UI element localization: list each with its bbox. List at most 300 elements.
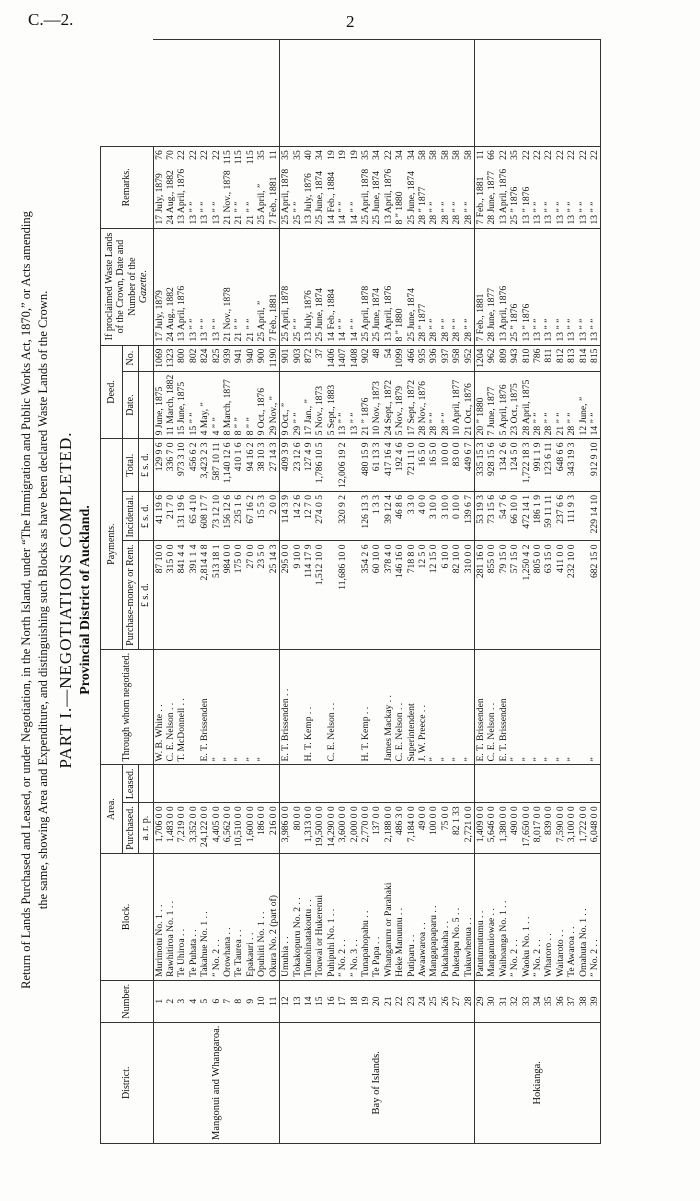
remarks-cell bbox=[451, 40, 462, 147]
col-total: Total. bbox=[123, 439, 138, 492]
table-row bbox=[589, 40, 601, 1144]
incidental: 237 6 6 bbox=[555, 491, 566, 540]
gazette-date: 13 April, 1876 bbox=[176, 228, 187, 345]
incidental: 3 10 0 bbox=[428, 491, 439, 540]
row-number: 8 bbox=[233, 980, 244, 1022]
col-payments: Payments. bbox=[101, 439, 123, 649]
deed-date: 24 Sept., 1872 bbox=[383, 371, 394, 439]
area-purchased: 2,770 0 0 bbox=[360, 803, 371, 854]
gazette-number: 35 bbox=[256, 150, 268, 160]
incidental: 46 8 6 bbox=[394, 491, 405, 540]
gazette-number: 76 bbox=[153, 150, 165, 160]
area-leased bbox=[176, 765, 187, 803]
gazette-number: 11 bbox=[267, 150, 279, 160]
remarks-cell bbox=[199, 40, 210, 147]
deed-date: 13 ” ” bbox=[349, 371, 360, 439]
area-leased bbox=[303, 765, 314, 803]
area-purchased: 7,219 0 0 bbox=[176, 803, 187, 854]
total: 127 4 9 bbox=[303, 439, 314, 492]
total bbox=[578, 439, 589, 492]
gazette-date: 25 June, 1874 bbox=[406, 228, 417, 345]
gazette-cell bbox=[165, 147, 176, 228]
incidental: 111 9 3 bbox=[566, 491, 577, 540]
purchase-money: 411 0 0 bbox=[555, 541, 566, 649]
row-number: 35 bbox=[543, 980, 554, 1022]
area-purchased: 17,650 0 0 bbox=[521, 803, 532, 854]
negotiator bbox=[188, 649, 199, 765]
deed-number: 1323 bbox=[165, 345, 176, 371]
incidental: 0 10 0 bbox=[451, 491, 462, 540]
gazette-cell bbox=[394, 147, 405, 228]
purchase-money bbox=[349, 541, 360, 649]
gazette-cell bbox=[428, 147, 439, 228]
gazette-date: 25 April, 1878 bbox=[360, 228, 371, 345]
area-purchased: 2,000 0 0 bbox=[349, 803, 360, 854]
row-number: 33 bbox=[521, 980, 532, 1022]
area-leased bbox=[521, 765, 532, 803]
gazette-date: 28 June, 1877 bbox=[486, 228, 497, 345]
purchase-money: 682 15 0 bbox=[589, 541, 601, 649]
col-through: Through whom negotiated. bbox=[101, 649, 154, 765]
gazette-number: 22 bbox=[187, 150, 199, 160]
block-name: Putiparu . . bbox=[406, 853, 417, 980]
document-title bbox=[18, 50, 52, 1150]
gazette-cell bbox=[566, 147, 577, 228]
gazette-date: 7 Feb., 1881 bbox=[267, 176, 279, 225]
row-number: 20 bbox=[371, 980, 382, 1022]
negotiator bbox=[371, 649, 382, 765]
remarks-cell bbox=[188, 40, 199, 147]
deed-date: 9 June, 1875 bbox=[153, 371, 165, 439]
area-leased bbox=[256, 765, 267, 803]
incidental bbox=[578, 491, 589, 540]
col-block: Block. bbox=[101, 853, 154, 980]
row-number: 1 bbox=[153, 980, 165, 1022]
col-deed: Deed. bbox=[101, 345, 123, 439]
gazette-date: 28 ” ” bbox=[451, 228, 462, 345]
area-purchased: 186 0 0 bbox=[256, 803, 267, 854]
gazette-date: 14 ” ” bbox=[337, 201, 349, 225]
table-row bbox=[383, 40, 394, 1144]
table-row bbox=[566, 40, 577, 1144]
remarks-cell bbox=[337, 40, 348, 147]
deed-date: 15 June, 1875 bbox=[176, 371, 187, 439]
area-purchased: 1,706 0 0 bbox=[153, 803, 165, 854]
purchase-money: 718 8 0 bbox=[406, 541, 417, 649]
gazette-cell bbox=[268, 147, 280, 228]
gazette-date: 21 ” ” bbox=[244, 201, 256, 225]
deed-date: 15 ” ” bbox=[188, 371, 199, 439]
row-number: 14 bbox=[303, 980, 314, 1022]
gazette-number: 22 bbox=[577, 150, 589, 160]
incidental: 156 12 6 bbox=[222, 491, 233, 540]
deed-date: 14 ” ” bbox=[589, 371, 601, 439]
remarks-cell bbox=[566, 40, 577, 147]
block-name: Puhipuhi No. 1 . . bbox=[326, 853, 337, 980]
deed-date: 9 Oct., ” bbox=[280, 371, 292, 439]
row-number: 34 bbox=[532, 980, 543, 1022]
purchase-money: 57 15 0 bbox=[509, 541, 520, 649]
remarks-cell bbox=[314, 40, 325, 147]
area-leased bbox=[268, 765, 280, 803]
remarks-cell bbox=[509, 40, 520, 147]
col-leased: Leased. bbox=[123, 765, 138, 803]
gazette-cell bbox=[589, 147, 601, 228]
deed-date: 17 Sept., 1872 bbox=[406, 371, 417, 439]
area-purchased: 75 0 0 bbox=[440, 803, 451, 854]
deed-number: 958 bbox=[451, 345, 462, 371]
total: 721 11 0 bbox=[406, 439, 417, 492]
purchase-money: 82 10 0 bbox=[451, 541, 462, 649]
money-units-2: £ s. d. bbox=[138, 491, 153, 540]
col-purchase-money: Purchase-money or Rent. bbox=[123, 541, 138, 649]
total: 928 15 6 bbox=[486, 439, 497, 492]
gazette-date: 13 ” ” bbox=[199, 228, 210, 345]
col-district: District. bbox=[101, 1022, 154, 1143]
remarks-cell bbox=[532, 40, 543, 147]
gazette-date: 13 April, 1876 bbox=[498, 228, 509, 345]
title-line-1: Return of Lands Purchased and Leased, or under Negotiation, in the North Island, under “The Immigration and Public Works Act, 1870,” or Acts amending bbox=[19, 211, 33, 989]
leased-units bbox=[138, 765, 153, 803]
block-name: ” No. 2 . . bbox=[532, 853, 543, 980]
deed-number: 466 bbox=[406, 345, 417, 371]
remarks-cell bbox=[543, 40, 554, 147]
deed-date: 7 June, 1877 bbox=[486, 371, 497, 439]
negotiator bbox=[292, 649, 303, 765]
row-number: 3 bbox=[176, 980, 187, 1022]
total: 129 9 6 bbox=[153, 439, 165, 492]
area-leased bbox=[486, 765, 497, 803]
area-leased bbox=[394, 765, 405, 803]
remarks-cell bbox=[475, 40, 487, 147]
col-remarks: Remarks. bbox=[101, 147, 154, 228]
block-name: ” No. 3 . . bbox=[349, 853, 360, 980]
remarks-cell bbox=[153, 40, 165, 147]
area-leased bbox=[245, 765, 256, 803]
gazette-date: 14 ” ” bbox=[349, 228, 360, 345]
gazette-date: 25 ” 1876 bbox=[509, 186, 521, 225]
total: 335 15 3 bbox=[475, 439, 487, 492]
remarks-cell bbox=[245, 40, 256, 147]
area-leased bbox=[314, 765, 325, 803]
gazette-number: 58 bbox=[462, 150, 474, 160]
gazette-number: 35 bbox=[291, 150, 303, 160]
gazette-date: 13 ” ” bbox=[589, 228, 601, 345]
deed-date: 12 June, ” bbox=[578, 371, 589, 439]
table-row bbox=[371, 40, 382, 1144]
deed-number: 939 bbox=[222, 345, 233, 371]
deed-date: 10 April, 1877 bbox=[451, 371, 462, 439]
row-number: 30 bbox=[486, 980, 497, 1022]
purchase-money bbox=[326, 541, 337, 649]
area-leased bbox=[475, 765, 487, 803]
incidental: 3 10 0 bbox=[440, 491, 451, 540]
area-purchased: 1,722 0 0 bbox=[578, 803, 589, 854]
deed-number: 936 bbox=[428, 345, 439, 371]
deed-number: 825 bbox=[211, 345, 222, 371]
gazette-number: 34 bbox=[314, 150, 326, 160]
block-name: Manganuiowae . . bbox=[486, 853, 497, 980]
gazette-date: 14 ” ” bbox=[348, 201, 360, 225]
remarks-cell bbox=[165, 40, 176, 147]
deed-date: 8 ” ” bbox=[233, 371, 244, 439]
block-name: Te Papa . . bbox=[371, 853, 382, 980]
total: 1,722 18 3 bbox=[521, 439, 532, 492]
deed-number: 824 bbox=[199, 345, 210, 371]
area-purchased: 80 0 0 bbox=[292, 803, 303, 854]
block-name: Waihoanga No. 1 . . bbox=[498, 853, 509, 980]
area-leased bbox=[211, 765, 222, 803]
area-leased bbox=[532, 765, 543, 803]
gazette-date: 14 ” ” bbox=[337, 228, 348, 345]
table-row bbox=[406, 40, 417, 1144]
total: 336 7 0 bbox=[165, 439, 176, 492]
deed-date: 28 ” ” bbox=[532, 371, 543, 439]
table-row bbox=[475, 40, 487, 1144]
block-name: Puketapu No. 5 . . bbox=[451, 853, 462, 980]
area-leased bbox=[566, 765, 577, 803]
deed-number: 813 bbox=[566, 345, 577, 371]
negotiator: ” bbox=[543, 649, 554, 765]
table-row bbox=[532, 40, 543, 1144]
gazette-number: 58 bbox=[439, 150, 451, 160]
deed-date: 28 ” ” bbox=[428, 371, 439, 439]
gazette-date: 21 ” ” bbox=[233, 201, 245, 225]
negotiator: ” bbox=[463, 649, 475, 765]
purchase-money: 6 10 0 bbox=[440, 541, 451, 649]
incidental: 320 9 2 bbox=[337, 491, 348, 540]
remarks-cell bbox=[280, 40, 292, 147]
gazette-date: 13 ” ” bbox=[543, 228, 554, 345]
area-leased bbox=[349, 765, 360, 803]
deed-number: 872 bbox=[303, 345, 314, 371]
gazette-date: 13 April, 1876 bbox=[497, 168, 509, 225]
total bbox=[326, 439, 337, 492]
row-number: 25 bbox=[428, 980, 439, 1022]
area-purchased: 7,184 0 0 bbox=[406, 803, 417, 854]
purchase-money: 25 14 3 bbox=[268, 541, 280, 649]
page-number: 2 bbox=[346, 12, 355, 31]
gazette-number: 22 bbox=[497, 150, 509, 160]
col-area: Area. bbox=[101, 765, 123, 853]
deed-date: 21 ” ” bbox=[555, 371, 566, 439]
deed-number: 800 bbox=[176, 345, 187, 371]
gazette-date: 13 ” 1876 bbox=[521, 228, 532, 345]
table-body bbox=[153, 40, 601, 1144]
gazette-number: 115 bbox=[233, 150, 245, 165]
block-name: Wharoro . . bbox=[543, 853, 554, 980]
area-units: a. r. p. bbox=[138, 803, 153, 854]
negotiator: ” bbox=[428, 649, 439, 765]
area-purchased: 137 0 0 bbox=[371, 803, 382, 854]
negotiator: ” bbox=[211, 649, 222, 765]
negotiator: ” bbox=[222, 649, 233, 765]
deed-number: 809 bbox=[498, 345, 509, 371]
purchase-money: 12 5 0 bbox=[417, 541, 428, 649]
table-row bbox=[256, 40, 267, 1144]
gazette-number: 35 bbox=[359, 150, 371, 160]
row-number: 9 bbox=[245, 980, 256, 1022]
incidental: 126 13 3 bbox=[360, 491, 371, 540]
remarks-cell bbox=[578, 40, 589, 147]
purchase-money: 146 16 0 bbox=[394, 541, 405, 649]
block-name: Tokakopuru No. 2 . . bbox=[292, 853, 303, 980]
area-purchased: 1,409 0 0 bbox=[475, 803, 487, 854]
gazette-date: 21 ” ” bbox=[245, 228, 256, 345]
deed-number: 786 bbox=[532, 345, 543, 371]
total: 192 4 6 bbox=[394, 439, 405, 492]
col-proclaimed bbox=[101, 228, 154, 345]
negotiator: ” bbox=[521, 649, 532, 765]
gazette-number: 22 bbox=[554, 150, 566, 160]
incidental: 12 7 0 bbox=[303, 491, 314, 540]
gazette-cell bbox=[222, 147, 233, 228]
row-number: 26 bbox=[440, 980, 451, 1022]
table-row bbox=[486, 40, 497, 1144]
remarks-cell bbox=[555, 40, 566, 147]
total: 456 6 2 bbox=[188, 439, 199, 492]
remarks-cell bbox=[394, 40, 405, 147]
area-leased bbox=[337, 765, 348, 803]
purchase-money: 79 15 0 bbox=[498, 541, 509, 649]
purchase-money: 1,250 4 2 bbox=[521, 541, 532, 649]
table-row bbox=[394, 40, 405, 1144]
gazette-cell bbox=[406, 147, 417, 228]
gazette-date: 13 ” ” bbox=[566, 201, 578, 225]
block-name: Tukuwhenua . . bbox=[463, 853, 475, 980]
deed-number: 940 bbox=[245, 345, 256, 371]
purchase-money bbox=[578, 541, 589, 649]
total: 587 10 11 bbox=[211, 439, 222, 492]
gazette-cell bbox=[371, 147, 382, 228]
incidental bbox=[349, 491, 360, 540]
gazette-date: 13 ” ” bbox=[577, 201, 589, 225]
table-row bbox=[498, 40, 509, 1144]
gazette-number: 58 bbox=[428, 150, 440, 160]
gazette-date: 25 April, ” bbox=[256, 228, 267, 345]
purchase-money: 232 10 0 bbox=[566, 541, 577, 649]
deed-date: 8 ” ” bbox=[245, 371, 256, 439]
remarks-cell bbox=[486, 40, 497, 147]
purchase-money: 984 0 0 bbox=[222, 541, 233, 649]
purchase-money: 855 0 0 bbox=[486, 541, 497, 649]
area-leased bbox=[233, 765, 244, 803]
table-row bbox=[360, 40, 371, 1144]
row-number: 15 bbox=[314, 980, 325, 1022]
remarks-cell bbox=[521, 40, 532, 147]
col-number: Number. bbox=[101, 980, 154, 1022]
purchase-money: 315 0 0 bbox=[165, 541, 176, 649]
deed-date: 4 ” ” bbox=[211, 371, 222, 439]
block-name: Touwai or Hukerenui bbox=[314, 853, 325, 980]
total: 12,006 19 2 bbox=[337, 439, 348, 492]
table-row bbox=[337, 40, 348, 1144]
total: 449 6 7 bbox=[463, 439, 475, 492]
gazette-date: 25 June, 1874 bbox=[371, 228, 382, 345]
gazette-number: 22 bbox=[176, 150, 188, 160]
remarks-cell bbox=[417, 40, 428, 147]
purchase-money: 114 17 9 bbox=[303, 541, 314, 649]
row-number: 12 bbox=[280, 980, 292, 1022]
gazette-date: 13 ” ” bbox=[532, 201, 544, 225]
area-leased bbox=[543, 765, 554, 803]
gazette-cell bbox=[555, 147, 566, 228]
incidental: 53 19 3 bbox=[475, 491, 487, 540]
block-name: Umuhia . . bbox=[280, 853, 292, 980]
negotiator: C. E. Nelson . . bbox=[326, 649, 337, 765]
row-number: 29 bbox=[475, 980, 487, 1022]
area-purchased: 3,986 0 0 bbox=[280, 803, 292, 854]
deed-number: 815 bbox=[589, 345, 601, 371]
gazette-cell bbox=[292, 147, 303, 228]
deed-date: 23 Oct., 1875 bbox=[509, 371, 520, 439]
table-row bbox=[509, 40, 520, 1144]
gazette-number: 58 bbox=[451, 150, 463, 160]
gazette-date: 28 ” ” bbox=[462, 201, 474, 225]
deed-date: 5 Nov., 1873 bbox=[314, 371, 325, 439]
negotiator: J. W. Preece . . bbox=[417, 649, 428, 765]
block-name: ” No. 2 . . bbox=[211, 853, 222, 980]
gazette-date: 25 June, 1874 bbox=[405, 170, 417, 225]
row-number: 17 bbox=[337, 980, 348, 1022]
purchase-money: 63 15 0 bbox=[543, 541, 554, 649]
incidental: 66 10 0 bbox=[509, 491, 520, 540]
deed-date: 17 Jan., ” bbox=[303, 371, 314, 439]
gazette-cell bbox=[314, 147, 325, 228]
incidental: 3 3 0 bbox=[406, 491, 417, 540]
incidental: 4 0 0 bbox=[417, 491, 428, 540]
gazette-date: 8 ” 1880 bbox=[394, 228, 405, 345]
negotiator: ” bbox=[451, 649, 462, 765]
deed-date: 29 ” ” bbox=[292, 371, 303, 439]
incidental: 114 3 9 bbox=[280, 491, 292, 540]
gazette-number: 115 bbox=[222, 150, 234, 165]
negotiator: ” bbox=[532, 649, 543, 765]
deed-number: 802 bbox=[188, 345, 199, 371]
area-purchased: 216 0 0 bbox=[268, 803, 280, 854]
total: 94 16 2 bbox=[245, 439, 256, 492]
gazette-date: 13 ” ” bbox=[554, 201, 566, 225]
negotiator: ” bbox=[256, 649, 267, 765]
gazette-date: 13 April, 1876 bbox=[176, 168, 188, 225]
gazette-date: 13 ” ” bbox=[578, 228, 589, 345]
money-units-3: £ s. d. bbox=[138, 439, 153, 492]
gazette-date: 25 June, 1874 bbox=[314, 170, 326, 225]
table-row bbox=[326, 40, 337, 1144]
total: 409 3 9 bbox=[280, 439, 292, 492]
deed-date: 5 April, 1876 bbox=[498, 371, 509, 439]
gazette-number: 22 bbox=[566, 150, 578, 160]
remarks-cell bbox=[176, 40, 187, 147]
gazette-cell bbox=[360, 147, 371, 228]
deed-number: 952 bbox=[463, 345, 475, 371]
gazette-date: 13 ” ” bbox=[532, 228, 543, 345]
remarks-cell bbox=[303, 40, 314, 147]
block-name: Patutumutumu . . bbox=[475, 853, 487, 980]
gazette-cell bbox=[153, 147, 165, 228]
deed-number: 943 bbox=[509, 345, 520, 371]
deed-number: 1069 bbox=[153, 345, 165, 371]
gazette-number: 22 bbox=[210, 150, 222, 160]
date-units bbox=[138, 371, 153, 439]
incidental: 608 17 7 bbox=[199, 491, 210, 540]
incidental: 229 14 10 bbox=[589, 491, 601, 540]
incidental bbox=[326, 491, 337, 540]
row-number: 28 bbox=[463, 980, 475, 1022]
deed-number: 901 bbox=[280, 345, 292, 371]
table-row bbox=[199, 40, 210, 1144]
row-number: 22 bbox=[394, 980, 405, 1022]
